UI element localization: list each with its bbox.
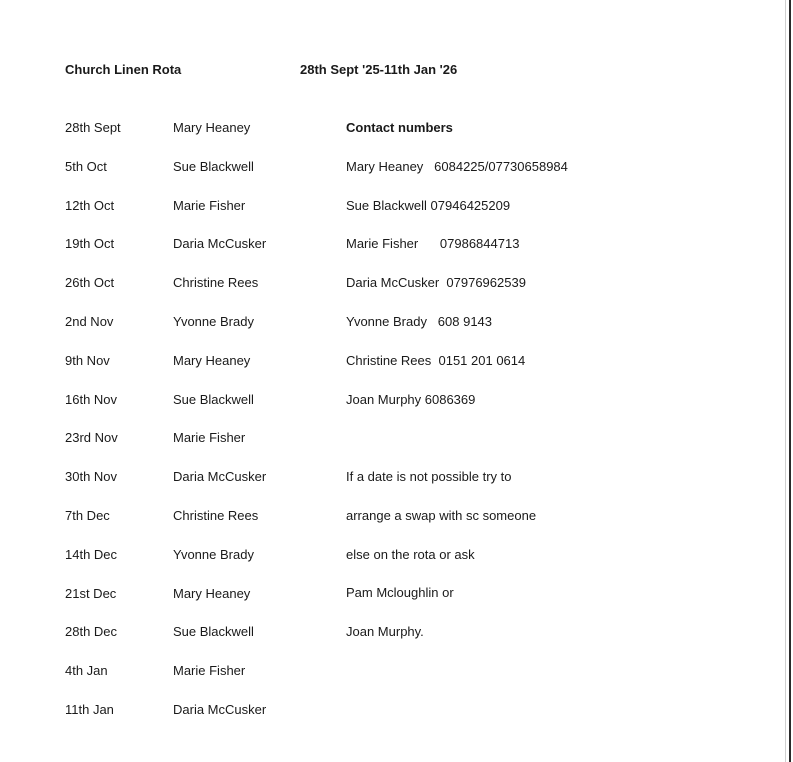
rota-name: Yvonne Brady	[173, 546, 254, 562]
note-line: Joan Murphy.	[346, 624, 424, 640]
rota-row	[65, 702, 325, 741]
rota-date: 16th Nov	[65, 391, 118, 407]
date-range: 28th Sept '25-11th Jan '26	[300, 62, 458, 77]
rota-row	[65, 159, 325, 198]
rota-name: Daria McCusker	[173, 236, 267, 252]
rota-name: Marie Fisher	[173, 430, 246, 446]
contact-entry: Christine Rees 0151 201 0614	[346, 352, 526, 368]
rota-name: Christine Rees	[173, 275, 259, 291]
contact-entry: Marie Fisher 07986844713	[346, 236, 520, 252]
rota-date: 30th Nov	[65, 469, 118, 485]
swap-note	[346, 469, 646, 663]
rota-date: 28th Dec	[65, 624, 118, 640]
rota-row	[65, 508, 325, 547]
rota-row	[65, 353, 325, 392]
rota-name: Marie Fisher	[173, 663, 246, 679]
rota-row	[65, 236, 325, 275]
rota-date: 11th Jan	[65, 701, 114, 717]
rota-row	[65, 314, 325, 353]
rota-row	[65, 392, 325, 431]
rota-name: Sue Blackwell	[173, 391, 254, 407]
rota-row	[65, 275, 325, 314]
rota-date: 19th Oct	[65, 236, 115, 252]
rota-name: Mary Heaney	[173, 352, 251, 368]
rota-name: Mary Heaney	[173, 120, 251, 135]
page-edge	[789, 0, 791, 762]
page-edge-shadow	[785, 0, 786, 762]
rota-date: 2nd Nov	[65, 313, 114, 329]
rota-row	[65, 586, 325, 625]
rota-row	[65, 547, 325, 586]
rota-name: Daria McCusker	[173, 469, 267, 485]
rota-name: Mary Heaney	[173, 585, 251, 601]
rota-row	[65, 120, 325, 159]
rota-date: 9th Nov	[65, 352, 110, 368]
note-line: else on the rota or ask	[346, 546, 475, 562]
contact-entry: Joan Murphy 6086369	[346, 391, 476, 407]
rota-name: Sue Blackwell	[173, 158, 254, 174]
rota-date: 7th Dec	[65, 507, 110, 523]
rota-name: Marie Fisher	[173, 197, 246, 213]
rota-date: 12th Oct	[65, 197, 115, 213]
contact-list	[346, 120, 726, 430]
note-line: Pam Mcloughlin or	[346, 585, 454, 601]
rota-date: 14th Dec	[65, 546, 118, 562]
contact-entry: Mary Heaney 6084225/07730658984	[346, 158, 568, 174]
note-line: arrange a swap with sc someone	[346, 507, 537, 523]
rota-row	[65, 663, 325, 702]
contact-entry: Daria McCusker 07976962539	[346, 275, 526, 291]
rota-date: 5th Oct	[65, 158, 107, 174]
contact-entry: Sue Blackwell 07946425209	[346, 197, 511, 213]
rota-date: 23rd Nov	[65, 430, 118, 446]
rota-row	[65, 198, 325, 237]
rota-list	[65, 120, 325, 741]
contact-entry: Yvonne Brady 608 9143	[346, 313, 493, 329]
rota-name: Daria McCusker	[173, 701, 267, 717]
rota-date: 26th Oct	[65, 275, 115, 291]
rota-row	[65, 430, 325, 469]
rota-date: 4th Jan	[65, 663, 108, 679]
rota-name: Christine Rees	[173, 507, 259, 523]
rota-date: 28th Sept	[65, 120, 121, 135]
rota-row	[65, 624, 325, 663]
note-line: If a date is not possible try to	[346, 469, 512, 484]
rota-name: Yvonne Brady	[173, 313, 254, 329]
rota-row	[65, 469, 325, 508]
document-title: Church Linen Rota	[65, 62, 182, 77]
rota-name: Sue Blackwell	[173, 624, 254, 640]
contact-heading: Contact numbers	[346, 120, 453, 135]
rota-date: 21st Dec	[65, 585, 117, 601]
